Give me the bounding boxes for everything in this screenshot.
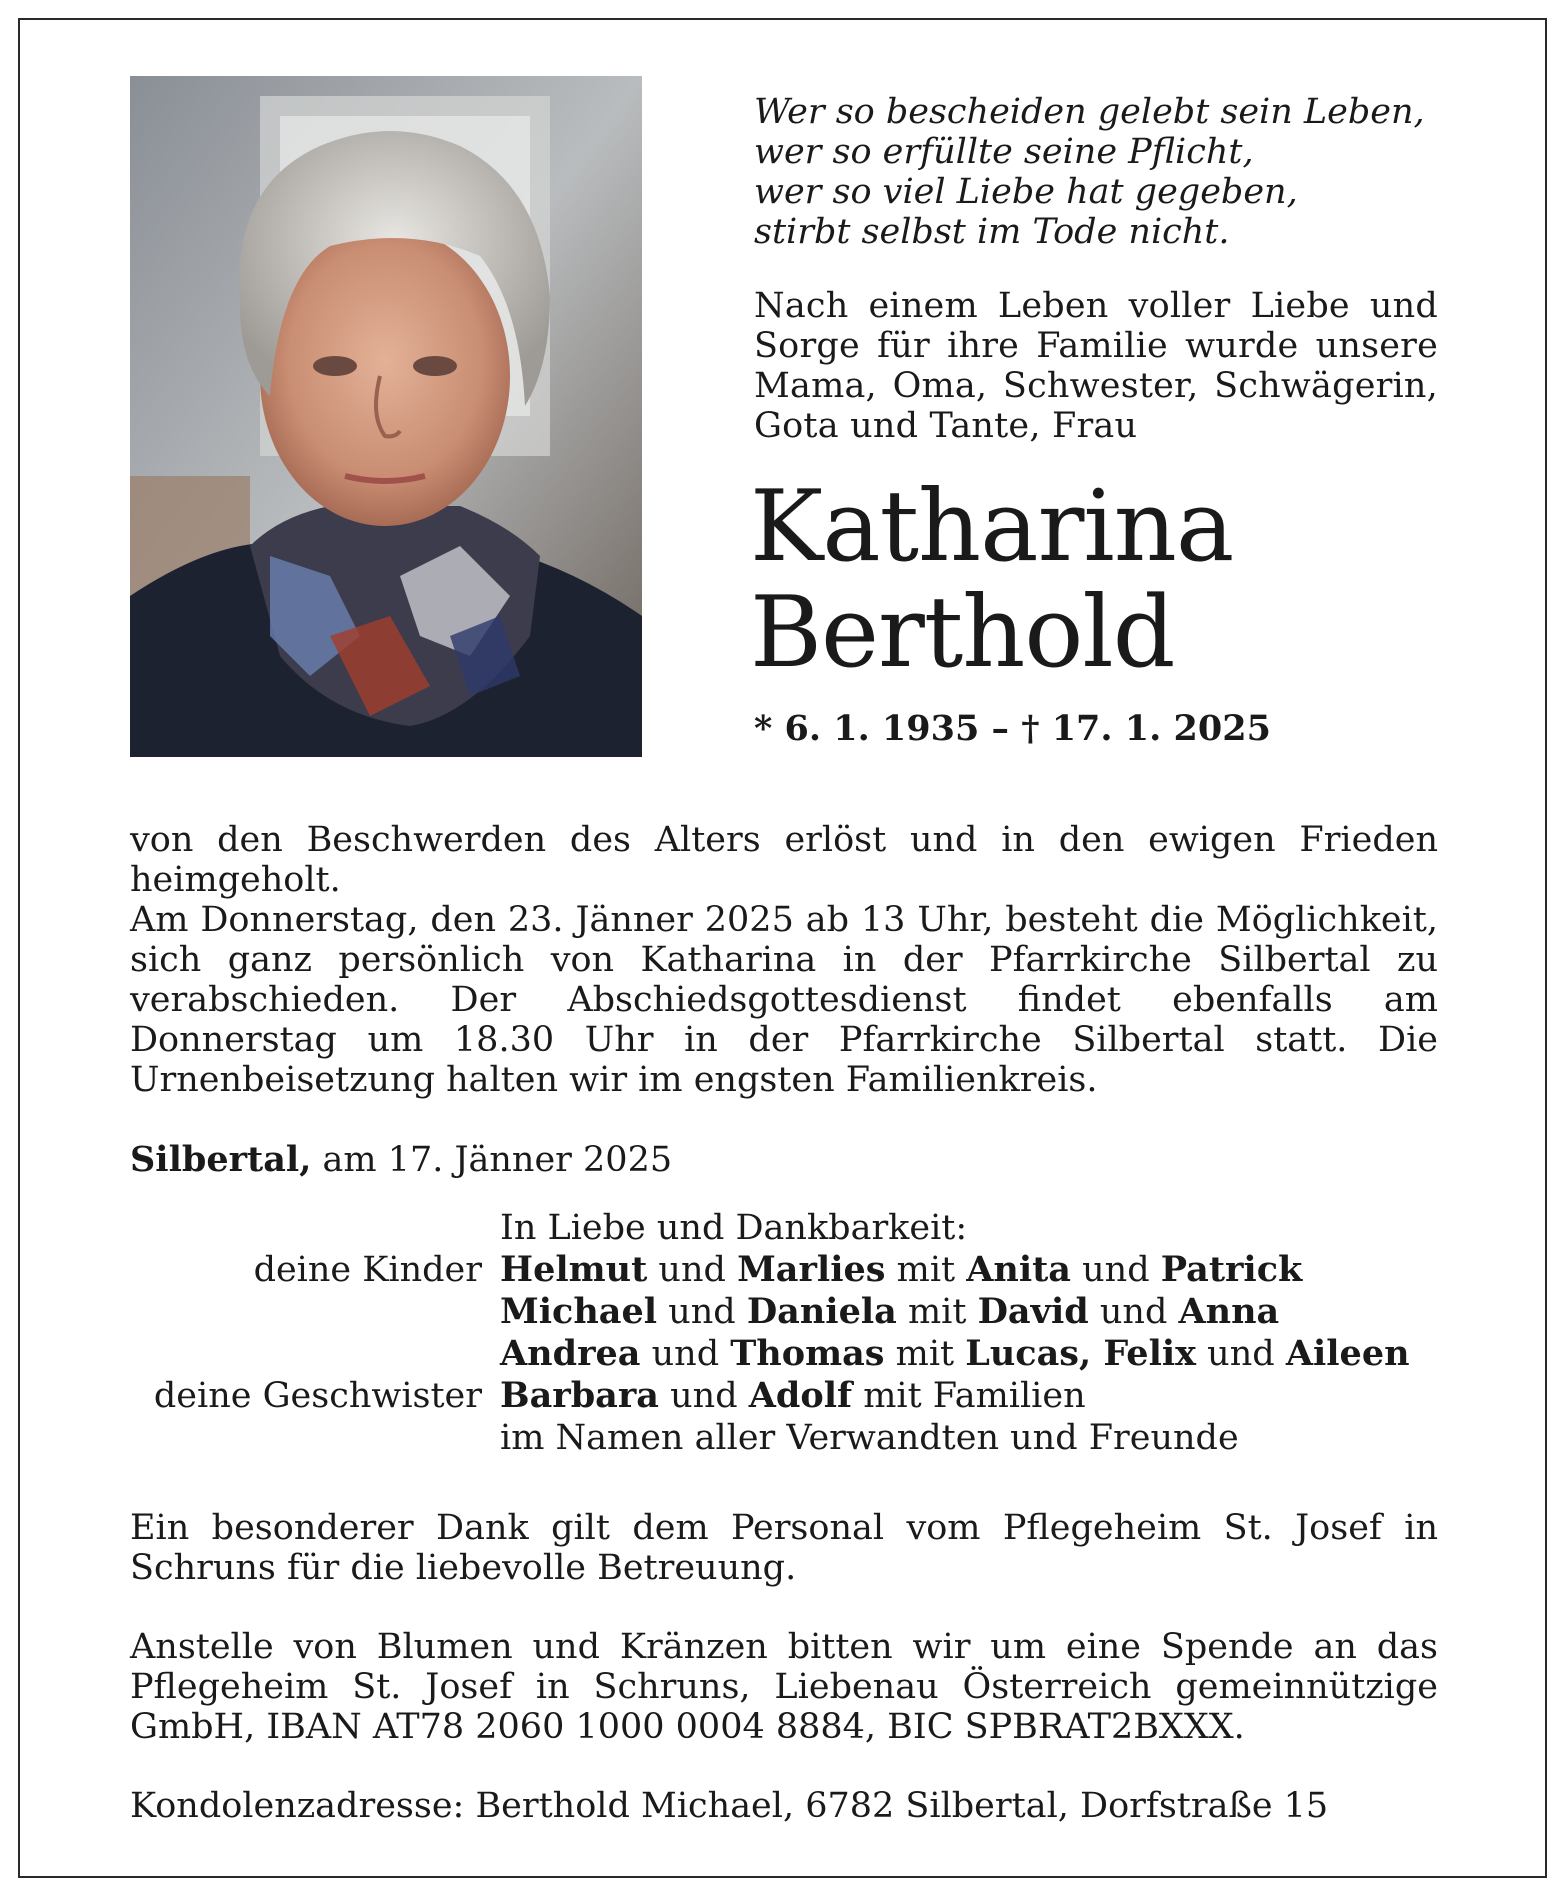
signature-row — [130, 1249, 1438, 1291]
last-name: Berthold — [750, 576, 1175, 690]
signatures — [130, 1207, 1438, 1459]
siblings-line: Barbara und Adolf mit Familien — [500, 1375, 1086, 1416]
intro-text: Nach einem Leben voller Liebe und Sorge für ihre Familie wurde unsere Mama, Oma, Schwester, Schwägerin, Gota und Tante, Frau — [754, 286, 1438, 446]
first-name: Katharina — [750, 470, 1234, 584]
farewell-text: Am Donnerstag, den 23. Jänner 2025 ab 13 Uhr, besteht die Möglichkeit, sich ganz persönlich von Katharina in der Pfarrkirche Silbertal zu verabschieden. Der Abschiedsgottesdienst findet ebenfalls am Donnerstag um 18.30 Uhr in der Pfarrkirche Silbertal statt. Die Urnenbeisetzung halten wir im engsten Familienkreis. — [130, 900, 1438, 1100]
condolence-block — [130, 1786, 1438, 1826]
place-date-line — [130, 1140, 1438, 1180]
deceased-name — [750, 470, 1438, 690]
release-line-block — [130, 820, 1438, 900]
thanks-text: Ein besonderer Dank gilt dem Personal vom Pflegeheim St. Josef in Schruns für die liebevolle Betreuung. — [130, 1508, 1438, 1588]
signature-row — [130, 1333, 1438, 1375]
farewell-block — [130, 900, 1438, 1100]
verse-line: Wer so bescheiden gelebt sein Leben, — [754, 92, 1425, 132]
signature-row — [130, 1375, 1438, 1417]
verse-line: stirbt selbst im Tode nicht. — [754, 212, 1230, 252]
header-text-column — [750, 92, 1438, 749]
signature-heading: In Liebe und Dankbarkeit: — [500, 1208, 968, 1248]
memorial-verse — [754, 92, 1438, 252]
children-line: Helmut und Marlies mit Anita und Patrick — [500, 1249, 1303, 1290]
signature-closing: im Namen aller Verwandten und Freunde — [500, 1418, 1239, 1458]
thanks-block — [130, 1508, 1438, 1588]
verse-line: wer so erfüllte seine Pflicht, — [754, 132, 1254, 172]
verse-line: wer so viel Liebe hat gegeben, — [754, 172, 1298, 212]
donation-text: Anstelle von Blumen und Kränzen bitten wir um eine Spende an das Pflegeheim St. Josef in Schruns, Liebenau Österreich gemeinnützige GmbH, IBAN AT78 2060 1000 0004 8884, BIC SPBRAT2BXXX. — [130, 1627, 1438, 1747]
place: Silbertal, — [130, 1139, 312, 1180]
life-dates: * 6. 1. 1935 – † 17. 1. 2025 — [754, 708, 1271, 749]
children-line: Andrea und Thomas mit Lucas, Felix und Aileen — [500, 1333, 1410, 1374]
siblings-label: deine Geschwister — [153, 1376, 482, 1416]
children-label: deine Kinder — [253, 1250, 482, 1290]
release-line: von den Beschwerden des Alters erlöst und in den ewigen Frieden heimgeholt. — [130, 820, 1438, 900]
date-line: am 17. Jänner 2025 — [322, 1140, 673, 1180]
donation-block — [130, 1627, 1438, 1747]
portrait-photo — [130, 76, 642, 757]
signature-row — [130, 1207, 1438, 1249]
signature-row — [130, 1291, 1438, 1333]
children-line: Michael und Daniela mit David und Anna — [500, 1291, 1280, 1332]
condolence-address: Kondolenzadresse: Berthold Michael, 6782 Silbertal, Dorfstraße 15 — [130, 1786, 1329, 1826]
signature-row — [130, 1417, 1438, 1459]
